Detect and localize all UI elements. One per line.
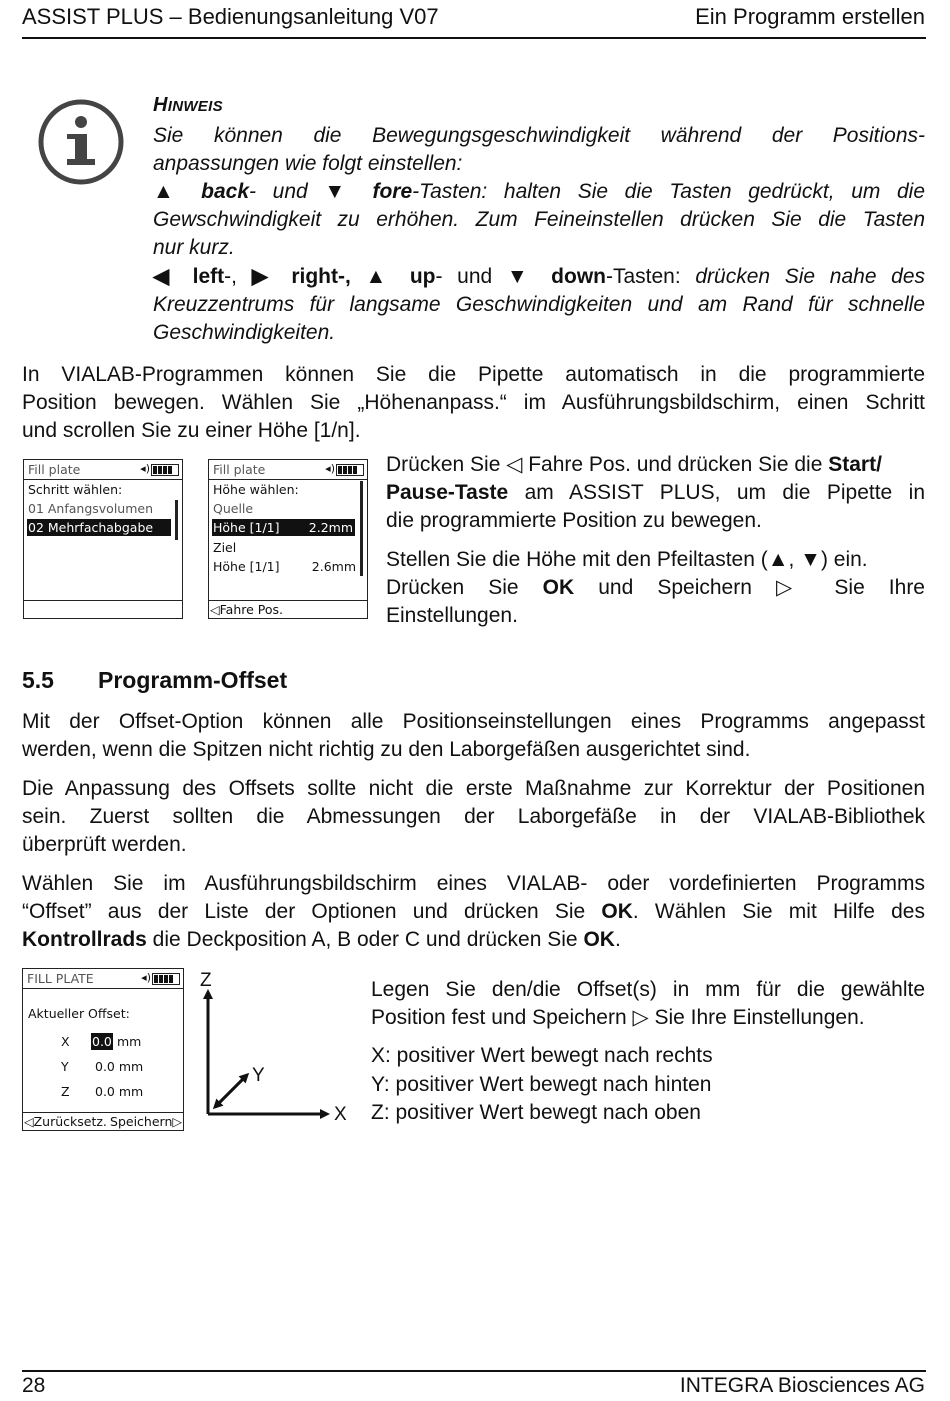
- lcd-offset-z-value: 0.0 mm: [95, 1084, 144, 1099]
- lcd-row-selected: Höhe [1/1] 2.2mm: [213, 520, 353, 535]
- body-line: die programmierte Position zu bewegen.: [386, 509, 762, 532]
- note-line: Geschwindigkeiten.: [153, 321, 336, 344]
- lcd-softkey-save: Speichern▷: [110, 1114, 182, 1129]
- body-line: Z: positiver Wert bewegt nach oben: [371, 1101, 701, 1124]
- lcd-row-selected: 02 Mehrfachabgabe: [27, 519, 171, 536]
- body-line: Position bewegen. Wählen Sie „Höhenanpass.“ im Ausführungsbildschirm, einen Schritt: [22, 391, 925, 414]
- lcd-screen-step-select: [23, 459, 183, 619]
- header-rule: [22, 37, 926, 39]
- axis-label-z: Z: [200, 970, 212, 991]
- battery-icon: [336, 464, 364, 476]
- lcd-axis-label: Z: [61, 1084, 70, 1099]
- lcd-row: Höhe [1/1]: [213, 559, 280, 574]
- lcd-title: Fill plate: [213, 462, 266, 477]
- lcd-title: FILL PLATE: [27, 971, 94, 986]
- body-line: Stellen Sie die Höhe mit den Pfeiltasten (▲, ▼) ein.: [386, 548, 868, 571]
- lcd-row: Quelle: [213, 501, 254, 516]
- lcd-offset-y-value: 0.0 mm: [95, 1059, 144, 1074]
- note-line: ◀ left-, ▶ right-, ▲ up- und ▼ down-Tasten: drücken Sie nahe des: [153, 265, 926, 288]
- battery-icon: [152, 973, 180, 985]
- note-line: anpassungen wie folgt einstellen:: [153, 152, 463, 175]
- body-line: X: positiver Wert bewegt nach rechts: [371, 1044, 713, 1067]
- body-line: Y: positiver Wert bewegt nach hinten: [371, 1073, 712, 1096]
- lcd-title: Fill plate: [28, 462, 81, 477]
- note-title: HINWEIS: [153, 94, 223, 116]
- body-line: “Offset” aus der Liste der Optionen und drücken Sie OK. Wählen Sie mit Hilfe des: [22, 900, 925, 923]
- lcd-footer: [209, 600, 367, 618]
- body-line: Wählen Sie im Ausführungsbildschirm eines VIALAB- oder vordefinierten Programms: [22, 872, 925, 895]
- speaker-icon: ◂): [140, 462, 150, 475]
- speaker-icon: ◂): [325, 462, 335, 475]
- lcd-scrollbar: [175, 500, 178, 540]
- note-line: ▲ back- und ▼ fore-Tasten: halten Sie die Tasten gedrückt, um die: [153, 180, 926, 203]
- speaker-icon: ◂): [141, 971, 151, 984]
- lcd-row-value: 2.6mm: [311, 559, 356, 574]
- body-line: sein. Zuerst sollten die Abmessungen der Laborgefäße in der VIALAB-Bibliothek: [22, 805, 925, 828]
- battery-icon: [151, 464, 179, 476]
- note-line: Sie können die Bewegungsgeschwindigkeit während der Positions-: [153, 124, 925, 147]
- lcd-offset-x-unit: mm: [117, 1034, 142, 1049]
- axis-label-x: X: [334, 1104, 347, 1125]
- lcd-row: Schritt wählen:: [28, 482, 123, 497]
- lcd-footer: [24, 600, 182, 618]
- lcd-softkey-reset: ◁Zurücksetz.: [24, 1114, 107, 1129]
- section-heading: 5.5 Programm-Offset: [22, 667, 288, 693]
- footer-company: INTEGRA Biosciences AG: [679, 1374, 925, 1397]
- page-number: 28: [22, 1374, 46, 1397]
- lcd-row: Ziel: [213, 540, 237, 555]
- lcd-axis-label: X: [61, 1034, 70, 1049]
- lcd-softkey-move: ◁Fahre Pos.: [210, 602, 283, 617]
- body-line: Kontrollrads die Deckposition A, B oder C und drücken Sie OK.: [22, 928, 621, 951]
- body-line: Drücken Sie ◁ Fahre Pos. und drücken Sie die Start/: [386, 453, 882, 476]
- body-line: und scrollen Sie zu einer Höhe [1/n].: [22, 419, 361, 442]
- body-line: Legen Sie den/die Offset(s) in mm für die gewählte: [371, 978, 925, 1001]
- header-chapter: Ein Programm erstellen: [695, 4, 925, 29]
- body-line: Mit der Offset-Option können alle Positionseinstellungen eines Programms angepasst: [22, 710, 925, 733]
- lcd-screen-height-select: [208, 459, 368, 619]
- lcd-screen-offset: [22, 968, 184, 1131]
- note-line: nur kurz.: [153, 236, 235, 259]
- body-line: Pause-Taste am ASSIST PLUS, um die Pipette in: [386, 481, 925, 504]
- header-title: ASSIST PLUS – Bedienungsanleitung V07: [22, 4, 439, 29]
- lcd-scrollbar: [360, 481, 363, 576]
- note-line: Gewschwindigkeit zu erhöhen. Zum Feineinstellen drücken Sie die Tasten: [153, 208, 925, 231]
- lcd-row: 01 Anfangsvolumen: [28, 501, 154, 516]
- body-line: Einstellungen.: [386, 604, 518, 627]
- info-icon: [36, 97, 126, 187]
- lcd-row: Aktueller Offset:: [28, 1006, 130, 1021]
- lcd-offset-x-value: 0.0: [92, 1034, 112, 1049]
- lcd-row: Höhe wählen:: [213, 482, 299, 497]
- footer-rule: [22, 1370, 926, 1372]
- y-axis-arrow-back: [215, 1075, 247, 1107]
- lcd-title-bar: [209, 460, 367, 480]
- body-line: werden, wenn die Spitzen nicht richtig zu den Laborgefäßen ausgerichtet sind.: [22, 738, 751, 761]
- note-line: Kreuzzentrums für langsame Geschwindigkeiten und am Rand für schnelle: [153, 293, 925, 316]
- lcd-footer: [23, 1112, 183, 1130]
- lcd-title-bar: [24, 460, 182, 480]
- lcd-axis-label: Y: [61, 1059, 69, 1074]
- body-line: Drücken Sie OK und Speichern ▷ Sie Ihre: [386, 576, 925, 599]
- body-line: Die Anpassung des Offsets sollte nicht die erste Maßnahme zur Korrektur der Positionen: [22, 777, 925, 800]
- lcd-title-bar: [23, 969, 183, 989]
- body-line: In VIALAB-Programmen können Sie die Pipette automatisch in die programmierte: [22, 363, 925, 386]
- body-line: überprüft werden.: [22, 833, 187, 856]
- axis-label-y: Y: [252, 1065, 265, 1086]
- body-line: Position fest und Speichern ▷ Sie Ihre Einstellungen.: [371, 1006, 865, 1029]
